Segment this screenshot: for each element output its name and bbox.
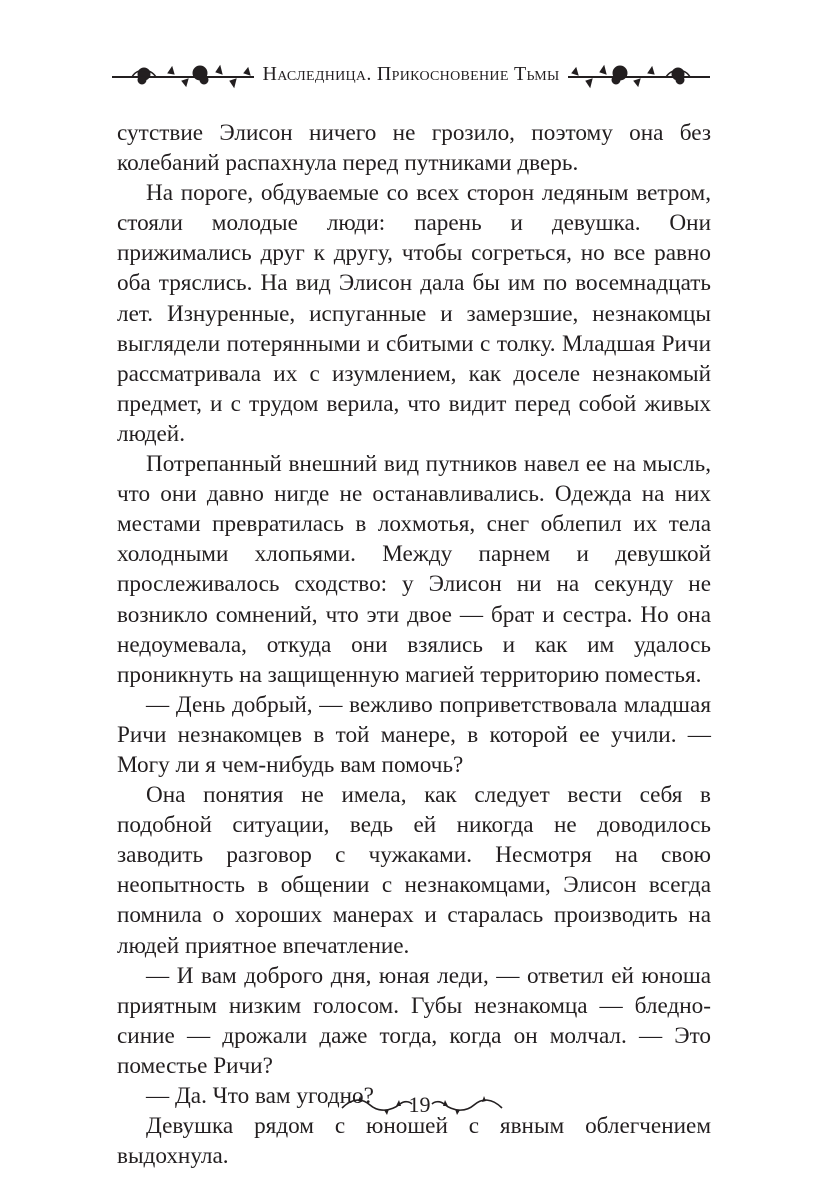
page-footer: [0, 1090, 839, 1120]
paragraph: Девушка рядом с юношей с явным облегчением выдохнула.: [117, 1113, 711, 1170]
page-number: 19: [408, 1092, 431, 1117]
paragraph: На пороге, обдуваемые со всех сторон ледяным ветром, стояли молодые люди: парень и девушка. Они прижимались друг к другу, чтобы согреться, но все равно оба тряслись. На вид Элисон дала бы им по восемнадцать лет. Изнуренные, испуганные и замерзшие, незнакомцы выглядели потерянными и сбитыми с толку. Младшая Ричи рассматривала их с изумлением, как доселе незнакомый предмет, и с трудом верила, что видит перед собой живых людей.: [117, 180, 711, 447]
thorn-flourish-icon: [430, 1094, 504, 1116]
paragraph: сутствие Элисон ничего не грозило, поэтому она без колебаний распахнула перед путниками дверь.: [117, 120, 711, 177]
body-text: [117, 118, 711, 1171]
paragraph: — И вам доброго дня, юная леди, — ответил ей юноша приятным низким голосом. Губы незнакомца — бледно-синие — дрожали даже тогда, когда он молчал. — Это поместье Ричи?: [117, 962, 711, 1079]
paragraph: Потрепанный внешний вид путников навел ее на мысль, что они давно нигде не останавливались. Одежда на них местами превратилась в лохмотья, снег облепил их тела холодными хлопьями. Между парнем и девушкой прослеживалось сходство: у Элисон ни на секунду не возникло сомнений, что эти двое — брат и сестра. Но она недоумевала, откуда они взялись и как им удалось проникнуть на защищенную магией территорию поместья.: [117, 451, 711, 688]
thorny-rose-vine-icon: [560, 56, 710, 96]
paragraph: Она понятия не имела, как следует вести себя в подобной ситуации, ведь ей никогда не доводилось заводить разговор с чужаками. Несмотря на свою неопытность в общении с незнакомцами, Элисон всегда помнила о хороших манерах и старалась производить на людей приятное впечатление.: [117, 782, 711, 959]
running-title-text: Наследница. Прикосновение Тьмы: [254, 63, 567, 85]
running-header: [112, 56, 710, 96]
paragraph: — День добрый, — вежливо поприветствовала младшая Ричи незнакомцев в той манере, в которой ее учили. — Могу ли я чем-нибудь вам помочь?: [117, 691, 711, 778]
paragraph: — Да. Что вам угодно?: [146, 1083, 374, 1109]
